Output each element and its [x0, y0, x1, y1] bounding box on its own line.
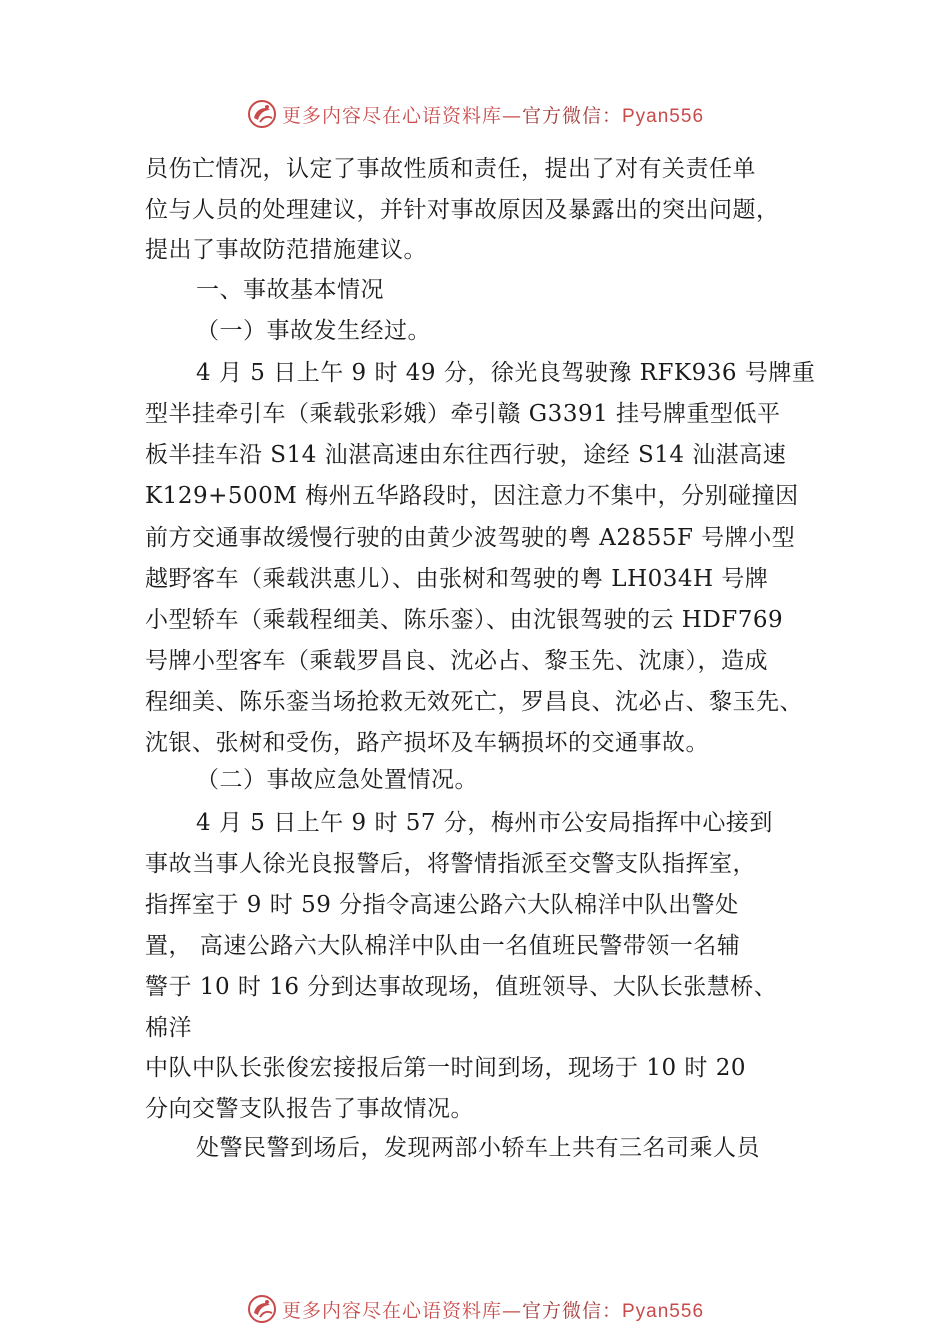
text-line: 板半挂车沿 S14 汕湛高速由东往西行驶，途经 S14 汕湛高速	[145, 442, 787, 468]
text-line: 中队中队长张俊宏接报后第一时间到场，现场于 10 时 20	[145, 1055, 746, 1081]
text-line: 分向交警支队报告了事故情况。	[145, 1096, 474, 1122]
text-line: 前方交通事故缓慢行驶的由黄少波驾驶的粤 A2855F 号牌小型	[145, 525, 796, 551]
text-line: 小型轿车（乘载程细美、陈乐銮）、由沈银驾驶的云 HDF769	[145, 607, 784, 633]
watermark-wx-id: Pyan556	[622, 1300, 705, 1322]
watermark-banner-bottom	[0, 1289, 950, 1329]
text-line: K129+500M 梅州五华路段时，因注意力不集中，分别碰撞因	[145, 483, 799, 509]
swirl-logo-icon	[246, 1293, 278, 1325]
text-line: 位与人员的处理建议，并针对事故原因及暴露出的突出问题，	[145, 197, 780, 223]
text-line: 4 月 5 日上午 9 时 57 分，梅州市公安局指挥中心接到	[196, 810, 773, 836]
text-line: 警于 10 时 16 分到达事故现场，值班领导、大队长张慧桥、	[145, 974, 778, 1000]
watermark-text	[282, 1296, 704, 1323]
subsection-heading: （一）事故发生经过。	[196, 318, 431, 344]
text-line: 置， 高速公路六大队棉洋中队由一名值班民警带领一名辅	[145, 933, 741, 959]
text-line: 型半挂牵引车（乘载张彩娥）牵引赣 G3391 挂号牌重型低平	[145, 401, 781, 427]
text-line: 越野客车（乘载洪惠儿）、由张树和驾驶的粤 LH034H 号牌	[145, 566, 769, 592]
text-line: 沈银、张树和受伤，路产损坏及车辆损坏的交通事故。	[145, 730, 709, 756]
text-line: 事故当事人徐光良报警后，将警情指派至交警支队指挥室，	[145, 851, 756, 877]
text-line: 提出了事故防范措施建议。	[145, 237, 427, 263]
watermark-wx-label: 官方微信：	[521, 104, 622, 127]
section-heading: 一、事故基本情况	[196, 277, 384, 303]
text-line: 指挥室于 9 时 59 分指令高速公路六大队棉洋中队出警处	[145, 892, 739, 918]
watermark-slogan: 更多内容尽在心语资料库—	[281, 104, 522, 127]
watermark-slogan: 更多内容尽在心语资料库—	[281, 1299, 522, 1322]
text-line: 4 月 5 日上午 9 时 49 分，徐光良驾驶豫 RFK936 号牌重	[196, 360, 816, 386]
text-line: 程细美、陈乐銮当场抢救无效死亡，罗昌良、沈必占、黎玉先、	[145, 689, 803, 715]
text-line: 棉洋	[145, 1015, 192, 1041]
watermark-wx-label: 官方微信：	[521, 1299, 622, 1322]
text-line: 员伤亡情况，认定了事故性质和责任，提出了对有关责任单	[145, 156, 756, 182]
subsection-heading: （二）事故应急处置情况。	[196, 767, 478, 793]
watermark-wx-id: Pyan556	[622, 105, 705, 127]
text-line: 处警民警到场后，发现两部小轿车上共有三名司乘人员	[196, 1135, 760, 1161]
text-line: 号牌小型客车（乘载罗昌良、沈必占、黎玉先、沈康），造成	[145, 648, 768, 674]
